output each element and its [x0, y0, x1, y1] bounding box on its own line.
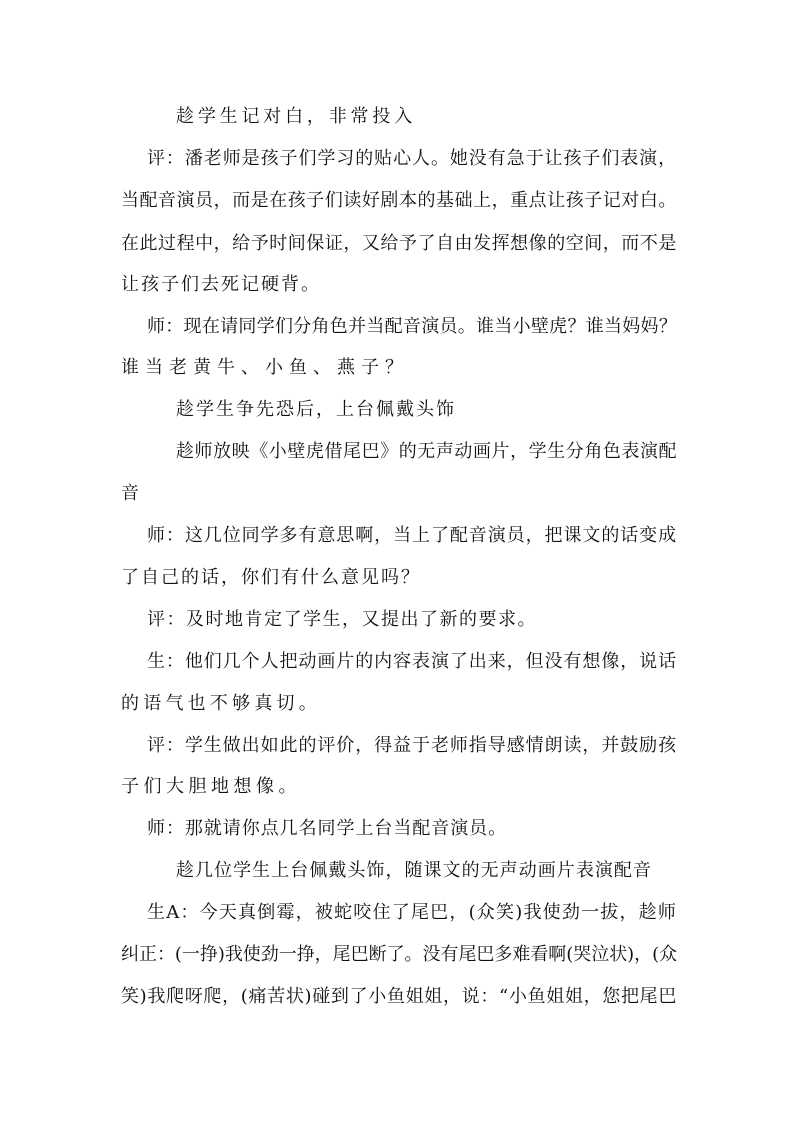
text-line-21: 纠正：(一挣)我使劲一挣，尾巴断了。没有尾巴多难看啊(哭泣状)，(众	[121, 944, 678, 965]
text-line-2: 评：潘老师是孩子们学习的贴心人。她没有急于让孩子们表演，	[147, 148, 678, 169]
text-line-1: 趁学生记对白，非常投入	[176, 106, 417, 127]
text-line-10: 音	[121, 483, 139, 504]
text-line-3: 当配音演员，而是在孩子们读好剧本的基础上，重点让孩子记对白。	[121, 190, 677, 211]
text-line-8: 趁学生争先恐后，上台佩戴头饰	[176, 399, 456, 420]
text-line-22: 笑)我爬呀爬，(痛苦状)碰到了小鱼姐姐，说：“小鱼姐姐，您把尾巴	[121, 986, 678, 1007]
text-line-4: 在此过程中，给予时间保证，又给予了自由发挥想像的空间，而不是	[121, 233, 677, 254]
text-line-11: 师：这几位同学多有意思啊，当上了配音演员，把课文的话变成	[147, 525, 678, 546]
text-line-9: 趁师放映《小壁虎借尾巴》的无声动画片，学生分角色表演配	[176, 441, 678, 462]
text-line-15: 的语气也不够真切。	[121, 693, 321, 714]
text-line-5: 让孩子们去死记硬背。	[121, 274, 321, 295]
text-line-16: 评：学生做出如此的评价，得益于老师指导感情朗读，并鼓励孩	[147, 735, 678, 756]
text-line-6: 师：现在请同学们分角色并当配音演员。谁当小壁虎？谁当妈妈？	[147, 316, 678, 337]
text-line-14: 生：他们几个人把动画片的内容表演了出来，但没有想像，说话	[147, 651, 678, 672]
text-line-7: 谁当老黄牛、小鱼、燕子？	[121, 357, 409, 378]
text-line-18: 师：那就请你点几名同学上台当配音演员。	[147, 818, 508, 839]
text-line-17: 子们大胆地想像。	[121, 776, 301, 797]
text-line-12: 了自己的话，你们有什么意见吗？	[121, 567, 421, 588]
text-line-19: 趁几位学生上台佩戴头饰，随课文的无声动画片表演配音	[176, 860, 652, 881]
text-line-20: 生A：今天真倒霉，被蛇咬住了尾巴，(众笑)我使劲一拔，趁师	[147, 902, 678, 923]
text-line-13: 评：及时地肯定了学生，又提出了新的要求。	[147, 609, 537, 630]
